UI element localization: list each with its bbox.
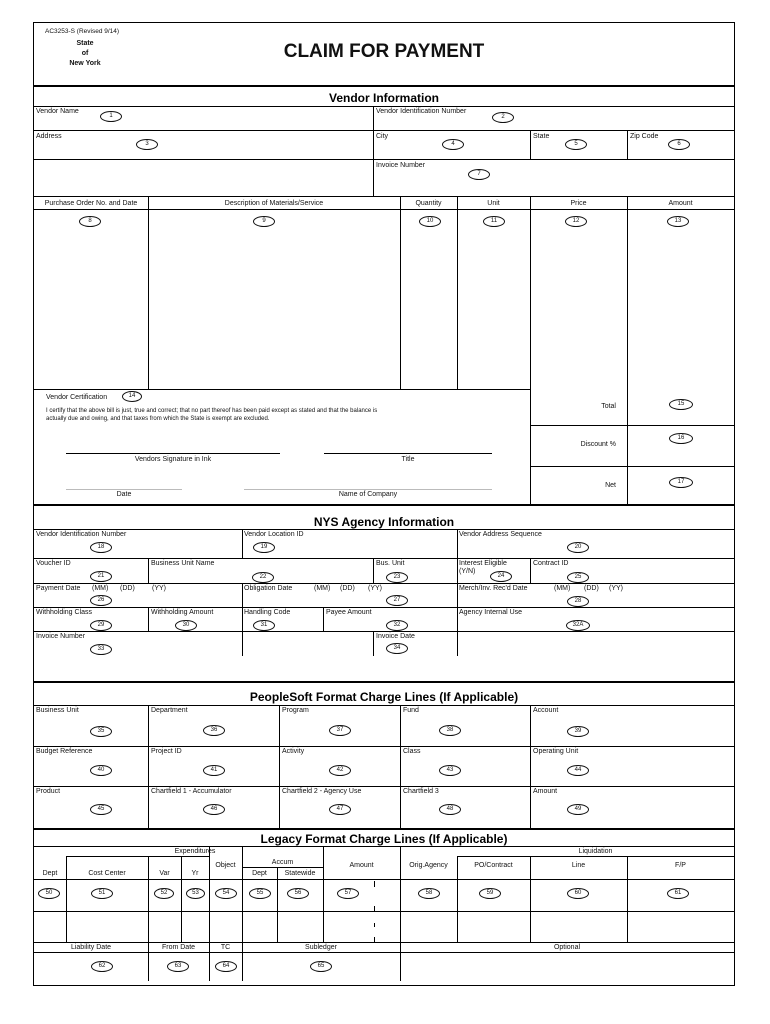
field-number: 39 — [567, 726, 589, 737]
state-line-1: State — [76, 40, 94, 47]
divider — [34, 607, 734, 608]
field-number: 40 — [90, 765, 112, 776]
field-number: 48 — [439, 804, 461, 815]
field-number: 18 — [90, 542, 112, 553]
divider — [34, 196, 734, 197]
col-qty-header: Quantity — [415, 200, 442, 207]
dd-label: (DD) — [120, 585, 135, 592]
fund-label: Fund — [403, 707, 419, 714]
certification-text: actually due and owing, and that taxes from which the State is exempt are excluded. — [46, 416, 270, 422]
account-label: Account — [533, 707, 559, 714]
vendor-location-id-label: Vendor Location ID — [244, 531, 304, 538]
divider — [530, 425, 734, 426]
state-line-2: of — [81, 50, 89, 57]
divider — [66, 856, 67, 911]
company-label: Name of Company — [338, 491, 398, 498]
company-line — [244, 489, 492, 490]
department-label: Department — [151, 707, 188, 714]
divider — [66, 856, 209, 857]
divider — [457, 529, 458, 656]
divider — [34, 942, 734, 943]
program-label: Program — [282, 707, 309, 714]
ps-amount-label: Amount — [533, 788, 558, 795]
dept-label: Dept — [42, 870, 58, 877]
invoice-date-label: Invoice Date — [376, 633, 415, 640]
divider — [34, 828, 734, 830]
divider — [373, 631, 374, 656]
from-date-label: From Date — [161, 944, 196, 951]
field-number: 46 — [203, 804, 225, 815]
divider — [457, 911, 458, 942]
accum-label: Accum — [271, 859, 294, 866]
divider — [66, 911, 67, 942]
field-number: 51 — [91, 888, 113, 899]
field-number: 19 — [253, 542, 275, 553]
field-number: 16 — [669, 433, 693, 444]
col-price-header: Price — [570, 200, 587, 207]
yy-label: (YY) — [368, 585, 382, 592]
dd-label: (DD) — [340, 585, 355, 592]
peoplesoft-section-title: PeopleSoft Format Charge Lines (If Applicable) — [249, 690, 519, 704]
field-number: 47 — [329, 804, 351, 815]
field-number: 24 — [490, 571, 512, 582]
divider — [34, 879, 734, 880]
field-number: 55 — [249, 888, 271, 899]
withholding-class-label: Withholding Class — [36, 609, 93, 616]
decimal-tick — [374, 881, 375, 887]
field-number: 21 — [90, 571, 112, 582]
divider — [34, 529, 734, 530]
field-number: 12 — [565, 216, 587, 227]
field-number: 54 — [215, 888, 237, 899]
field-number: 17 — [669, 477, 693, 488]
vendor-section-title: Vendor Information — [328, 91, 439, 105]
divider — [457, 856, 734, 857]
field-number: 49 — [567, 804, 589, 815]
city-label: City — [376, 133, 389, 140]
field-number: 35 — [90, 726, 112, 737]
project-id-label: Project ID — [151, 748, 182, 755]
decimal-tick — [374, 923, 375, 927]
field-number: 32 — [386, 620, 408, 631]
statewide-label: Statewide — [284, 870, 316, 877]
var-label: Var — [159, 870, 170, 877]
obligation-date-label: Obligation Date — [244, 585, 293, 592]
divider — [148, 196, 149, 389]
po-contract-label: PO/Contract — [474, 862, 513, 869]
divider — [34, 631, 734, 632]
zip-code-label: Zip Code — [630, 133, 659, 140]
field-number: 53 — [186, 888, 205, 899]
field-number: 5 — [565, 139, 587, 150]
certification-text: I certify that the above bill is just, true and correct; that no part thereof has been paid except as stated and that the balance is — [46, 408, 378, 414]
field-number: 26 — [90, 595, 112, 606]
tc-label: TC — [220, 944, 231, 951]
object-label: Object — [215, 862, 236, 869]
field-number: 62 — [91, 961, 113, 972]
divider — [34, 846, 734, 847]
divider — [181, 911, 182, 942]
field-number: 52 — [154, 888, 174, 899]
activity-label: Activity — [282, 748, 305, 755]
field-number: 37 — [329, 725, 351, 736]
orig-agency-label: Orig.Agency — [409, 862, 448, 869]
divider — [323, 607, 324, 631]
col-po-header: Purchase Order No. and Date — [44, 200, 138, 207]
divider — [242, 583, 243, 656]
divider — [530, 466, 734, 467]
field-number: 2 — [492, 112, 514, 123]
interest-yn-label: (Y/N) — [459, 568, 476, 575]
field-number: 31 — [253, 620, 275, 631]
field-number: 56 — [287, 888, 309, 899]
divider — [34, 106, 734, 107]
field-number: 4 — [442, 139, 464, 150]
date-line — [66, 489, 182, 490]
chartfield1-label: Chartfield 1 - Accumulator — [151, 788, 232, 795]
field-number: 6 — [668, 139, 690, 150]
divider — [530, 705, 531, 828]
field-number: 32A — [566, 620, 590, 631]
legacy-amount-label: Amount — [349, 862, 374, 869]
divider — [530, 558, 531, 583]
divider — [34, 504, 734, 506]
field-number: 20 — [567, 542, 589, 553]
optional-label: Optional — [553, 944, 581, 951]
mm-label: (MM) — [554, 585, 571, 592]
state-label: State — [533, 133, 550, 140]
field-number: 28 — [567, 596, 589, 607]
address-label: Address — [36, 133, 62, 140]
field-number: 8 — [79, 216, 101, 227]
divider — [34, 911, 734, 912]
field-number: 25 — [567, 572, 589, 583]
yy-label: (YY) — [609, 585, 623, 592]
voucher-id-label: Voucher ID — [36, 560, 71, 567]
legacy-section-title: Legacy Format Charge Lines (If Applicable) — [260, 832, 508, 846]
divider — [148, 705, 149, 828]
divider — [148, 856, 149, 911]
claim-form — [33, 22, 735, 986]
divider — [277, 911, 278, 942]
chartfield3-label: Chartfield 3 — [403, 788, 439, 795]
form-number: AC3253-S (Revised 9/14) — [45, 28, 120, 35]
class-label: Class — [403, 748, 421, 755]
field-number: 29 — [90, 620, 112, 631]
field-number: 9 — [253, 216, 275, 227]
divider — [34, 209, 734, 210]
divider — [242, 867, 323, 868]
liquidation-label: Liquidation — [578, 848, 613, 855]
divider — [34, 952, 734, 953]
divider — [34, 130, 734, 131]
field-number: 27 — [386, 595, 408, 606]
field-number: 43 — [439, 765, 461, 776]
yr-label: Yr — [191, 870, 199, 877]
divider — [148, 558, 149, 583]
agency-invoice-number-label: Invoice Number — [36, 633, 86, 640]
business-unit-label: Business Unit — [36, 707, 79, 714]
divider — [242, 846, 243, 981]
divider — [457, 196, 458, 389]
divider — [627, 130, 628, 159]
divider — [34, 746, 734, 747]
certification-label: Vendor Certification — [46, 394, 108, 401]
field-number: 15 — [669, 399, 693, 410]
operating-unit-label: Operating Unit — [533, 748, 579, 755]
divider — [34, 159, 734, 160]
vendor-name-label: Vendor Name — [36, 108, 79, 115]
contract-id-label: Contract ID — [533, 560, 569, 567]
field-number: 11 — [483, 216, 505, 227]
withholding-amount-label: Withholding Amount — [151, 609, 214, 616]
field-number: 36 — [203, 725, 225, 736]
net-label: Net — [605, 482, 616, 489]
divider — [627, 196, 628, 504]
total-label: Total — [601, 403, 616, 410]
title-line — [324, 453, 492, 454]
line-label: Line — [571, 862, 586, 869]
page-title: CLAIM FOR PAYMENT — [283, 41, 485, 62]
invoice-number-label: Invoice Number — [376, 162, 426, 169]
accum-dept-label: Dept — [252, 870, 267, 877]
handling-code-label: Handling Code — [244, 609, 291, 616]
divider — [34, 85, 734, 87]
fp-label: F/P — [675, 862, 686, 869]
field-number: 57 — [337, 888, 359, 899]
divider — [400, 196, 401, 389]
budget-reference-label: Budget Reference — [36, 748, 93, 755]
expenditures-label: Expenditures — [174, 848, 216, 855]
yy-label: (YY) — [152, 585, 166, 592]
product-label: Product — [36, 788, 61, 795]
field-number: 33 — [90, 644, 112, 655]
divider — [373, 558, 374, 583]
merch-date-label: Merch/Inv. Rec'd Date — [459, 585, 528, 592]
divider — [148, 607, 149, 631]
divider — [34, 558, 734, 559]
col-unit-header: Unit — [487, 200, 500, 207]
field-number: 3 — [136, 139, 158, 150]
mm-label: (MM) — [92, 585, 109, 592]
field-number: 22 — [252, 572, 274, 583]
field-number: 38 — [439, 725, 461, 736]
signature-label: Vendors Signature in Ink — [134, 456, 212, 463]
col-desc-header: Description of Materials/Service — [224, 200, 324, 207]
field-number: 10 — [419, 216, 441, 227]
cost-center-label: Cost Center — [88, 870, 126, 877]
field-number: 14 — [122, 391, 142, 402]
vendor-address-sequence-label: Vendor Address Sequence — [459, 531, 542, 538]
field-number: 13 — [667, 216, 689, 227]
divider — [279, 705, 280, 828]
field-number: 65 — [310, 961, 332, 972]
field-number: 34 — [386, 643, 408, 654]
subledger-label: Subledger — [305, 944, 337, 951]
field-number: 50 — [38, 888, 60, 899]
field-number: 1 — [100, 111, 122, 122]
field-number: 45 — [90, 804, 112, 815]
agency-internal-use-label: Agency Internal Use — [459, 609, 523, 616]
chartfield2-label: Chartfield 2 - Agency Use — [282, 788, 362, 795]
field-number: 44 — [567, 765, 589, 776]
date-label: Date — [116, 491, 132, 498]
divider — [530, 911, 531, 942]
divider — [34, 681, 734, 683]
bus-unit-label: Bus. Unit — [376, 560, 405, 567]
divider — [530, 196, 531, 504]
field-number: 58 — [418, 888, 440, 899]
payee-amount-label: Payee Amount — [326, 609, 372, 616]
divider — [530, 130, 531, 159]
field-number: 60 — [567, 888, 589, 899]
divider — [373, 106, 374, 196]
interest-eligible-label: Interest Eligible — [459, 560, 507, 567]
field-number: 63 — [167, 961, 189, 972]
discount-label: Discount % — [580, 441, 616, 448]
divider — [323, 911, 324, 942]
divider — [400, 705, 401, 828]
field-number: 23 — [386, 572, 408, 583]
divider — [34, 705, 734, 706]
divider — [181, 856, 182, 911]
business-unit-name-label: Business Unit Name — [151, 560, 215, 567]
divider — [34, 786, 734, 787]
payment-date-label: Payment Date — [36, 585, 81, 592]
divider — [242, 529, 243, 558]
vendor-id-number-label: Vendor Identification Number — [376, 108, 467, 115]
divider — [34, 583, 734, 584]
divider — [34, 389, 530, 390]
liability-date-label: Liability Date — [70, 944, 112, 951]
field-number: 42 — [329, 765, 351, 776]
field-number: 41 — [203, 765, 225, 776]
title-label: Title — [401, 456, 415, 463]
field-number: 61 — [667, 888, 689, 899]
field-number: 30 — [175, 620, 197, 631]
agency-vendor-id-label: Vendor Identification Number — [36, 531, 127, 538]
agency-section-title: NYS Agency Information — [313, 515, 455, 529]
field-number: 59 — [479, 888, 501, 899]
col-amount-header: Amount — [668, 200, 693, 207]
mm-label: (MM) — [314, 585, 331, 592]
state-line-3: New York — [69, 60, 101, 67]
field-number: 7 — [468, 169, 490, 180]
divider — [627, 911, 628, 942]
dd-label: (DD) — [584, 585, 599, 592]
signature-line — [66, 453, 280, 454]
field-number: 64 — [215, 961, 237, 972]
